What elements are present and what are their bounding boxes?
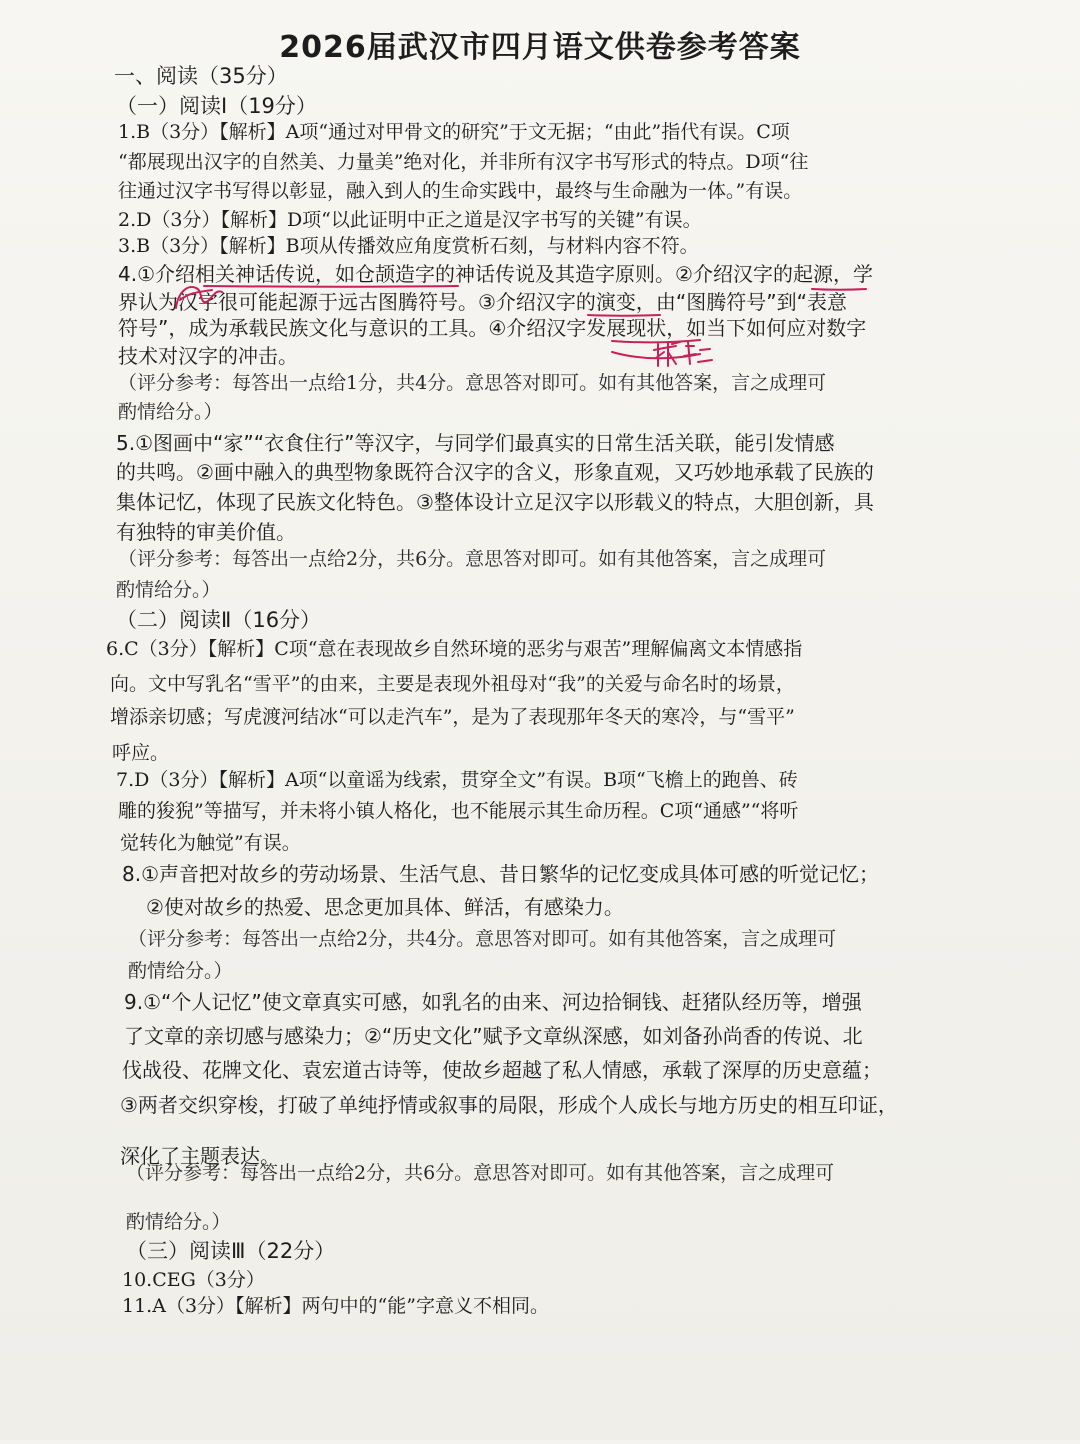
answer-line: 集体记忆，体现了民族文化特色。③整体设计立足汉字以形载义的特点，大胆创新，具	[116, 490, 874, 514]
answer-line: 增添亲切感；写虎渡河结冰“可以走汽车”，是为了表现那年冬天的寒冷，与“雪平”	[110, 706, 795, 728]
answer-line: 的共鸣。②画中融入的典型物象既符合汉字的含义，形象直观，又巧妙地承载了民族的	[116, 460, 874, 484]
answer-line: 9.①“个人记忆”使文章真实可感，如乳名的由来、河边拾铜钱、赶猪队经历等，增强	[124, 990, 862, 1014]
answer-line: 伐战役、花牌文化、袁宏道古诗等，使故乡超越了私人情感，承载了深厚的历史意蕴；	[122, 1058, 882, 1082]
part-heading: 一、阅读（35分）	[114, 64, 288, 88]
answer-line: 6.C（3分）【解析】C项“意在表现故乡自然环境的恶劣与艰苦”理解偏离文本情感指	[106, 638, 803, 660]
answer-line: 有独特的审美价值。	[116, 520, 296, 544]
answer-line: 8.①声音把对故乡的劳动场景、生活气息、昔日繁华的记忆变成具体可感的听觉记忆；	[122, 862, 880, 886]
answer-line: 技术对汉字的冲击。	[118, 344, 298, 368]
scoring-note: （评分参考：每答出一点给1分，共4分。意思答对即可。如有其他答案，言之成理可	[118, 372, 827, 394]
answer-line: ②使对故乡的热爱、思念更加具体、鲜活，有感染力。	[146, 895, 624, 919]
answer-line: ③两者交织穿梭，打破了单纯抒情或叙事的局限，形成个人成长与地方历史的相互印证，	[120, 1093, 898, 1117]
section-heading-reading2: （二）阅读Ⅱ（16分）	[116, 608, 322, 632]
answer-line: 觉转化为触觉”有误。	[120, 832, 301, 854]
answer-line: 雕的狻猊”等描写，并未将小镇人格化，也不能展示其生命历程。C项“通感”“将听	[118, 800, 799, 822]
answer-line: 7.D（3分）【解析】A项“以童谣为线索，贯穿全文”有误。B项“飞檐上的跑兽、砖	[116, 769, 798, 791]
scoring-note: （评分参考：每答出一点给2分，共6分。意思答对即可。如有其他答案，言之成理可	[126, 1162, 835, 1184]
answer-line: 符号”，成为承载民族文化与意识的工具。④介绍汉字发展现状，如当下如何应对数字	[118, 316, 867, 340]
answer-line: 界认为汉字很可能起源于远古图腾符号。③介绍汉字的演变，由“图腾符号”到“表意	[118, 290, 848, 314]
answer-line: 深化了主题表达。	[120, 1144, 280, 1168]
answer-line: 向。文中写乳名“雪平”的由来，主要是表现外祖母对“我”的关爱与命名时的场景，	[110, 673, 795, 695]
answer-line: 1.B（3分）【解析】A项“通过对甲骨文的研究”于文无据；“由此”指代有误。C项	[118, 121, 790, 143]
scoring-note: 酌情给分。）	[128, 960, 233, 982]
answer-line: 5.①图画中“家”“衣食住行”等汉字，与同学们最真实的日常生活关联，能引发情感	[116, 431, 835, 455]
answer-line: 往通过汉字书写得以彰显，融入到人的生命实践中，最终与生命融为一体。”有误。	[118, 180, 803, 202]
answer-line: 了文章的亲切感与感染力；②“历史文化”赋予文章纵深感，如刘备孙尚香的传说、北	[124, 1024, 863, 1048]
section-heading-reading3: （三）阅读Ⅲ（22分）	[126, 1239, 336, 1263]
margin-note-handwriting	[654, 338, 714, 368]
section-heading-reading1: （一）阅读Ⅰ（19分）	[116, 94, 317, 118]
answer-line: “都展现出汉字的自然美、力量美”绝对化，并非所有汉字书写形式的特点。D项“往	[118, 151, 809, 173]
scoring-note: （评分参考：每答出一点给2分，共6分。意思答对即可。如有其他答案，言之成理可	[118, 548, 827, 570]
page-title: 2026届武汉市四月语文供卷参考答案	[279, 30, 801, 65]
answer-line: 10.CEG（3分）	[122, 1269, 265, 1291]
scoring-note: 酌情给分。）	[126, 1211, 231, 1233]
answer-line: 2.D（3分）【解析】D项“以此证明中正之道是汉字书写的关键”有误。	[118, 209, 702, 231]
scoring-note: 酌情给分。）	[116, 579, 221, 601]
answer-line: 11.A（3分）【解析】两句中的“能”字意义不相同。	[122, 1295, 549, 1317]
scoring-note: 酌情给分。）	[118, 401, 223, 423]
answer-line: 呼应。	[112, 742, 170, 764]
answer-line: 3.B（3分）【解析】B项从传播效应角度赏析石刻，与材料内容不符。	[118, 235, 699, 257]
scoring-note: （评分参考：每答出一点给2分，共4分。意思答对即可。如有其他答案，言之成理可	[128, 928, 837, 950]
answer-line: 4.①介绍相关神话传说，如仓颉造字的神话传说及其造字原则。②介绍汉字的起源，学	[118, 262, 873, 286]
